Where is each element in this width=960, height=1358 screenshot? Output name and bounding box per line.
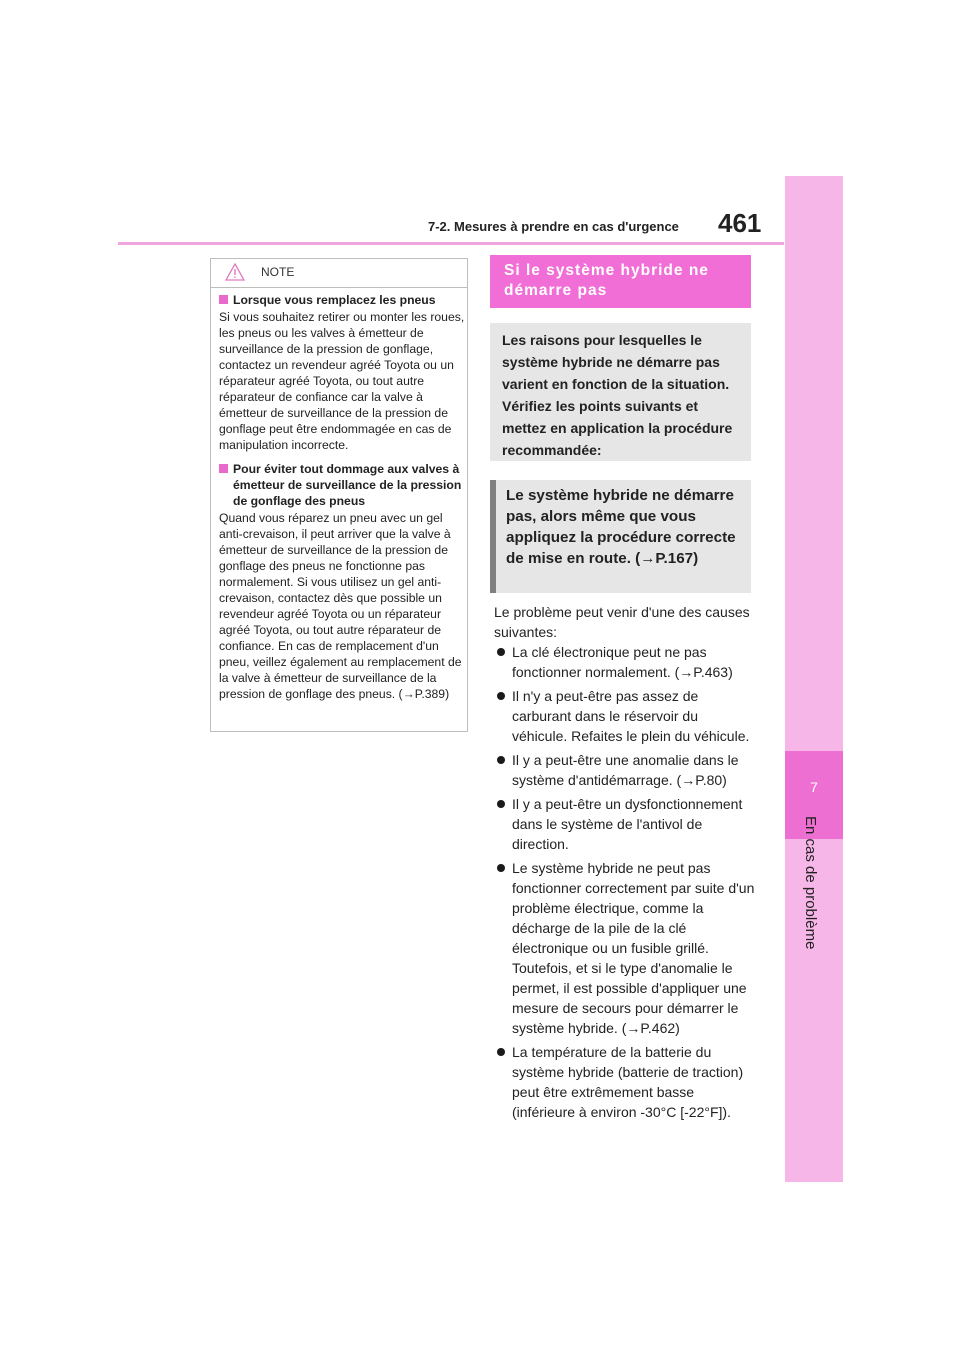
section-heading: Si le système hybride ne démarre pas <box>504 262 709 299</box>
note-label: NOTE <box>261 265 295 279</box>
section-heading-box <box>490 255 751 308</box>
bullet-icon <box>497 756 505 764</box>
subheading-accent-bar <box>490 480 496 593</box>
bullet-icon <box>497 1048 505 1056</box>
note-body <box>219 292 465 710</box>
note-header <box>211 259 467 283</box>
list-item <box>494 858 756 1038</box>
list-item <box>494 1042 756 1122</box>
intro-box <box>490 323 751 461</box>
page-number: 461 <box>718 208 762 238</box>
chapter-side-tab <box>785 176 843 1182</box>
list-item-text: La température de la batterie du système hybride (batterie de traction) peut être extrêmement basse (inférieure à environ -30°C [-22°F]). <box>512 1044 744 1120</box>
chapter-title-wrapper <box>797 816 837 1116</box>
bullet-icon <box>497 864 505 872</box>
bullet-icon <box>497 692 505 700</box>
list-item-text: La clé électronique peut ne pas fonctionner normalement. (→P.463) <box>512 644 733 680</box>
list-item-text: Le système hybride ne peut pas fonctionner correctement par suite d'un problème électrique, comme la décharge de la pile de la clé électronique ou un fusible grillé. Toutefois, et si le type d'anomalie le permet, il est possible d'appliquer une mesure de secours pour démarrer le système hybride. (→P.462) <box>512 860 755 1036</box>
chapter-number: 7 <box>810 779 818 795</box>
note-section-text: Quand vous réparez un pneu avec un gel anti-crevaison, il peut arriver que la valve à émetteur de surveillance de la pression de gonflage des pneus ne fonctionne pas normalement. Si vous utilisez un gel anti-crevaison, contactez dès que possible un revendeur agréé Toyota ou un réparateur agréé Toyota, ou tout autre réparateur de confiance. En cas de remplacement d'un pneu, veillez également au remplacement de la valve à émetteur de surveillance de la pression de gonflage des pneus. (→P.389) <box>219 511 462 701</box>
bullet-icon <box>497 800 505 808</box>
cause-list <box>494 642 756 1126</box>
note-section-heading-text: Pour éviter tout dommage aux valves à émetteur de surveillance de la pression de gonflage des pneus <box>233 462 462 508</box>
body-intro: Le problème peut venir d'une des causes suivantes: <box>494 604 750 640</box>
note-section-heading-text: Lorsque vous remplacez les pneus <box>233 293 436 307</box>
list-item-text: Il n'y a peut-être pas assez de carburant dans le réservoir du véhicule. Refaites le plein du véhicule. <box>512 688 750 744</box>
header-rule <box>118 242 784 245</box>
warning-triangle-icon <box>225 263 245 281</box>
list-item <box>494 750 756 790</box>
list-item-text: Il y a peut-être un dysfonctionnement dans le système de l'antivol de direction. <box>512 796 743 852</box>
note-box <box>210 258 468 732</box>
pink-square-icon <box>219 464 228 473</box>
note-section-heading <box>219 292 465 308</box>
bullet-icon <box>497 648 505 656</box>
subheading-box <box>490 480 751 593</box>
note-divider <box>211 287 467 288</box>
list-item-text: Il y a peut-être une anomalie dans le système d'antidémarrage. (→P.80) <box>512 752 739 788</box>
chapter-title: En cas de problème <box>802 816 819 950</box>
list-item <box>494 686 756 746</box>
intro-text: Les raisons pour lesquelles le système hybride ne démarre pas varient en fonction de la situation. Vérifiez les points suivants et mettez en application la procédure recommandée: <box>502 332 733 458</box>
list-item <box>494 794 756 854</box>
pink-square-icon <box>219 295 228 304</box>
subheading: Le système hybride ne démarre pas, alors même que vous appliquez la procédure correcte de mise en route. (→P.167) <box>506 487 736 567</box>
note-section-text: Si vous souhaitez retirer ou monter les roues, les pneus ou les valves à émetteur de surveillance de la pression de gonflage, contactez un revendeur agréé Toyota ou un réparateur agréé Toyota, ou tout autre réparateur de confiance car la valve à émetteur de surveillance de la pression de gonflage peut être endommagée en cas de manipulation incorrecte. <box>219 310 465 452</box>
list-item <box>494 642 756 682</box>
note-section-heading <box>219 461 465 509</box>
section-title: 7-2. Mesures à prendre en cas d'urgence <box>428 219 679 234</box>
